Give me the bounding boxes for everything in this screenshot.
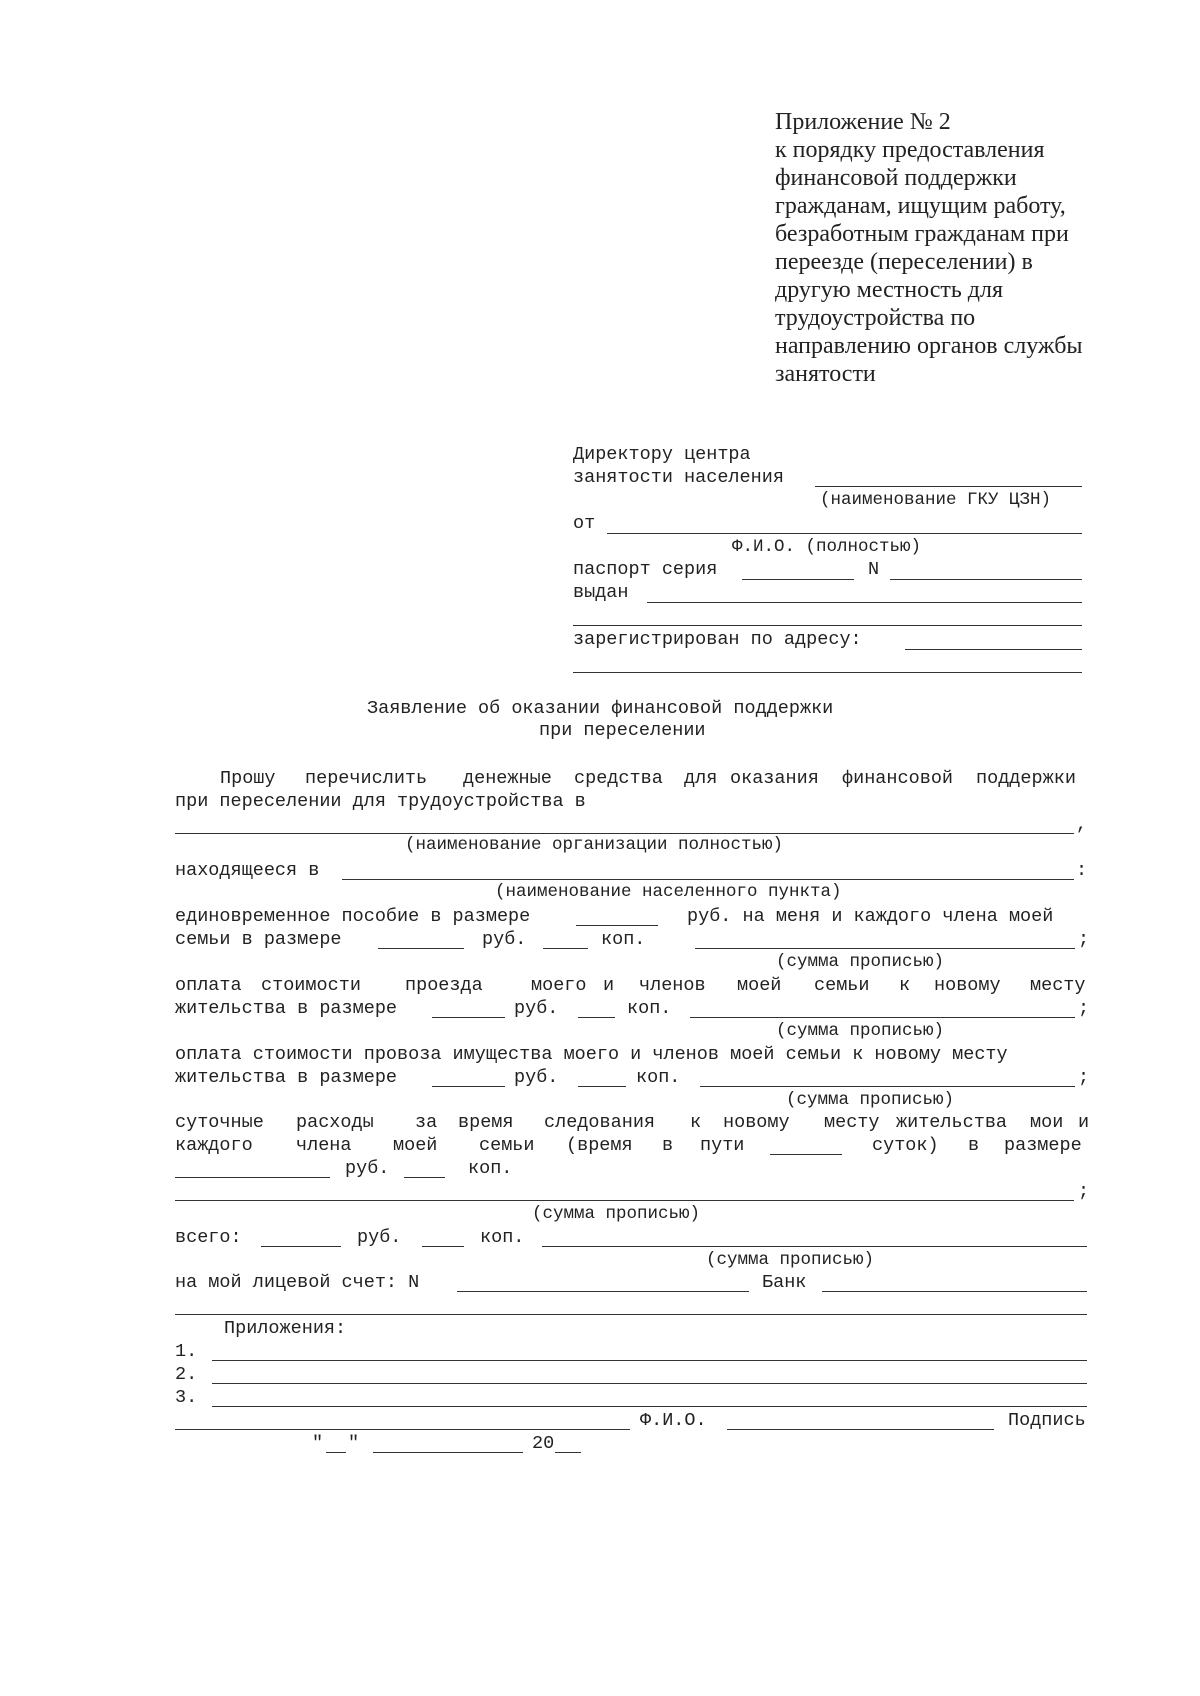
daily-word: к — [690, 1112, 702, 1133]
daily-word: за — [415, 1112, 438, 1133]
annex-header — [775, 108, 1135, 388]
fare-word: новому — [934, 975, 1001, 996]
bank-field[interactable] — [822, 1291, 1087, 1292]
daily-word: и — [1078, 1112, 1090, 1133]
signature-fio-field[interactable] — [727, 1429, 994, 1430]
document-title: Заявление об оказании финансовой поддержки — [367, 698, 834, 719]
attachment-field-3[interactable] — [212, 1406, 1087, 1407]
total-words-field[interactable] — [542, 1246, 1087, 1247]
daily-word: пути — [700, 1135, 745, 1156]
settlement-field[interactable] — [342, 879, 1074, 880]
request-word: поддержки — [976, 768, 1076, 789]
annex-line: занятости — [775, 361, 876, 387]
fare-word: к — [899, 975, 911, 996]
family-rub-field[interactable] — [378, 948, 464, 949]
rub-label: руб. — [357, 1227, 402, 1248]
date-year-prefix: 20 — [532, 1433, 555, 1454]
from-label: от — [573, 513, 596, 534]
lump-sum-label: единовременное пособие в размере — [175, 906, 531, 927]
family-words-field[interactable] — [695, 948, 1075, 949]
gku-name-field[interactable] — [815, 486, 1082, 487]
fare-word: моего — [531, 975, 587, 996]
annex-line: трудоустройства по — [775, 305, 976, 331]
fare-word: стоимости — [261, 975, 361, 996]
passport-number-sign: N — [868, 559, 880, 580]
colon: : — [1076, 860, 1088, 881]
daily-word: семьи — [479, 1135, 535, 1156]
fare-word: членов — [639, 975, 706, 996]
daily-rub-field[interactable] — [175, 1177, 330, 1178]
fare-word: моей — [737, 975, 782, 996]
gku-caption: (наименование ГКУ ЦЗН) — [820, 490, 1052, 510]
signature-fio-label: Ф.И.О. — [640, 1410, 707, 1431]
annex-line: безработным гражданам при — [775, 221, 1069, 247]
daily-word: моей — [393, 1135, 438, 1156]
total-kop-field[interactable] — [422, 1246, 464, 1247]
annex-line: гражданам, ищущим работу, — [775, 193, 1066, 219]
organization-caption: (наименование организации полностью) — [405, 835, 784, 855]
passport-number-field[interactable] — [890, 579, 1082, 580]
daily-word: суток) — [872, 1135, 939, 1156]
semicolon: ; — [1078, 929, 1090, 950]
addressee-employment: занятости населения — [573, 467, 784, 488]
daily-word: следования — [544, 1112, 656, 1133]
annex-line: направлению органов службы — [775, 333, 1083, 359]
semicolon: ; — [1078, 1067, 1090, 1088]
fare-amount-label: жительства в размере — [175, 998, 398, 1019]
daily-word: суточные — [175, 1112, 264, 1133]
request-word: для — [684, 768, 718, 789]
property-rub-field[interactable] — [432, 1086, 505, 1087]
travel-days-field[interactable] — [770, 1154, 842, 1155]
comma: , — [1076, 814, 1088, 835]
request-word: финансовой — [842, 768, 954, 789]
semicolon: ; — [1078, 1181, 1090, 1202]
attachment-field-1[interactable] — [212, 1360, 1087, 1361]
signature-label: Подпись — [1008, 1410, 1086, 1431]
property-words-field[interactable] — [700, 1086, 1075, 1087]
issued-field[interactable] — [647, 602, 1082, 603]
address-field[interactable] — [905, 649, 1082, 650]
lump-sum-label-2: руб. на меня и каждого члена моей — [687, 906, 1054, 927]
total-label: всего: — [175, 1227, 242, 1248]
property-kop-field[interactable] — [578, 1086, 626, 1087]
rub-label: руб. — [514, 998, 559, 1019]
daily-word: в — [968, 1135, 980, 1156]
passport-series-label: паспорт серия — [573, 559, 718, 580]
fare-kop-field[interactable] — [578, 1017, 615, 1018]
issued-field-line-2[interactable] — [573, 625, 1082, 626]
annex-line: Приложение № 2 — [775, 109, 951, 135]
daily-word: каждого — [175, 1135, 253, 1156]
request-word: оказания — [730, 768, 819, 789]
daily-word: новому — [723, 1112, 790, 1133]
attachments-heading: Приложения: — [224, 1318, 347, 1339]
property-label: оплата стоимости провоза имущества моего и членов моей семьи к новому месту — [175, 1044, 1008, 1065]
property-amount-label: жительства в размере — [175, 1067, 398, 1088]
annex-line: к порядку предоставления — [775, 137, 1045, 163]
rub-label: руб. — [514, 1067, 559, 1088]
annex-line: финансовой поддержки — [775, 165, 1017, 191]
daily-word: месту — [824, 1112, 880, 1133]
fare-word: оплата — [175, 975, 242, 996]
kop-label: коп. — [480, 1227, 525, 1248]
signature-date-line[interactable] — [175, 1429, 630, 1430]
sum-in-words-caption: (сумма прописью) — [776, 1021, 945, 1041]
total-rub-field[interactable] — [261, 1246, 341, 1247]
bank-label: Банк — [762, 1272, 807, 1293]
fare-word: и — [603, 975, 615, 996]
kop-label: коп. — [636, 1067, 681, 1088]
organization-field[interactable] — [175, 833, 1074, 834]
document-title-line-2: при переселении — [539, 720, 706, 741]
located-in-label: находящееся в — [175, 860, 320, 881]
fare-words-field[interactable] — [690, 1017, 1075, 1018]
account-label: на мой лицевой счет: N — [175, 1272, 420, 1293]
fare-word: месту — [1030, 975, 1086, 996]
daily-word: размере — [1004, 1135, 1082, 1156]
kop-label: коп. — [627, 998, 672, 1019]
bank-field-line-2[interactable] — [175, 1314, 1087, 1315]
daily-word: в — [662, 1135, 674, 1156]
rub-label: руб. — [345, 1158, 390, 1179]
kop-label: коп. — [468, 1158, 513, 1179]
settlement-caption: (наименование населенного пункта) — [495, 882, 842, 902]
daily-word: жительства — [896, 1112, 1008, 1133]
daily-kop-field[interactable] — [404, 1177, 445, 1178]
daily-word: (время — [566, 1135, 633, 1156]
family-kop-field[interactable] — [543, 948, 588, 949]
passport-series-field[interactable] — [742, 579, 854, 580]
fare-word: семьи — [814, 975, 870, 996]
addressee-director: Директору центра — [573, 444, 751, 465]
applicant-name-field[interactable] — [607, 533, 1082, 534]
request-line-2: при переселении для трудоустройства в — [175, 791, 586, 812]
annex-line: переезде (переселении) в — [775, 249, 1033, 275]
registered-label: зарегистрирован по адресу: — [573, 629, 862, 650]
daily-words-field[interactable] — [175, 1200, 1074, 1201]
daily-word: мои — [1030, 1112, 1064, 1133]
sum-in-words-caption: (сумма прописью) — [706, 1250, 875, 1270]
request-word: перечислить — [305, 768, 428, 789]
fare-rub-field[interactable] — [432, 1017, 505, 1018]
semicolon: ; — [1078, 998, 1090, 1019]
fio-caption: Ф.И.О. (полностью) — [732, 537, 922, 557]
date-day-field[interactable] — [326, 1452, 346, 1453]
rub-label: руб. — [482, 929, 527, 950]
attachment-number: 1. — [175, 1341, 198, 1362]
daily-word: члена — [296, 1135, 352, 1156]
family-amount-label: семьи в размере — [175, 929, 342, 950]
date-quote-close: " — [348, 1433, 360, 1454]
fare-word: проезда — [405, 975, 483, 996]
sum-in-words-caption: (сумма прописью) — [786, 1090, 955, 1110]
request-word: Прошу — [220, 768, 276, 789]
date-year-field[interactable] — [555, 1452, 581, 1453]
attachment-field-2[interactable] — [212, 1383, 1087, 1384]
request-word: денежные — [463, 768, 552, 789]
attachment-number: 2. — [175, 1364, 198, 1385]
daily-word: время — [458, 1112, 514, 1133]
kop-label: коп. — [601, 929, 646, 950]
sum-in-words-caption: (сумма прописью) — [532, 1204, 701, 1224]
attachment-number: 3. — [175, 1387, 198, 1408]
daily-word: расходы — [296, 1112, 374, 1133]
date-month-field[interactable] — [373, 1452, 523, 1453]
address-field-line-2[interactable] — [573, 672, 1082, 673]
account-number-field[interactable] — [457, 1291, 749, 1292]
lump-sum-applicant-field[interactable] — [576, 925, 658, 926]
sum-in-words-caption: (сумма прописью) — [776, 952, 945, 972]
issued-label: выдан — [573, 582, 629, 603]
request-word: средства — [574, 768, 663, 789]
annex-line: другую местность для — [775, 277, 1003, 303]
date-quote-open: " — [312, 1433, 324, 1454]
